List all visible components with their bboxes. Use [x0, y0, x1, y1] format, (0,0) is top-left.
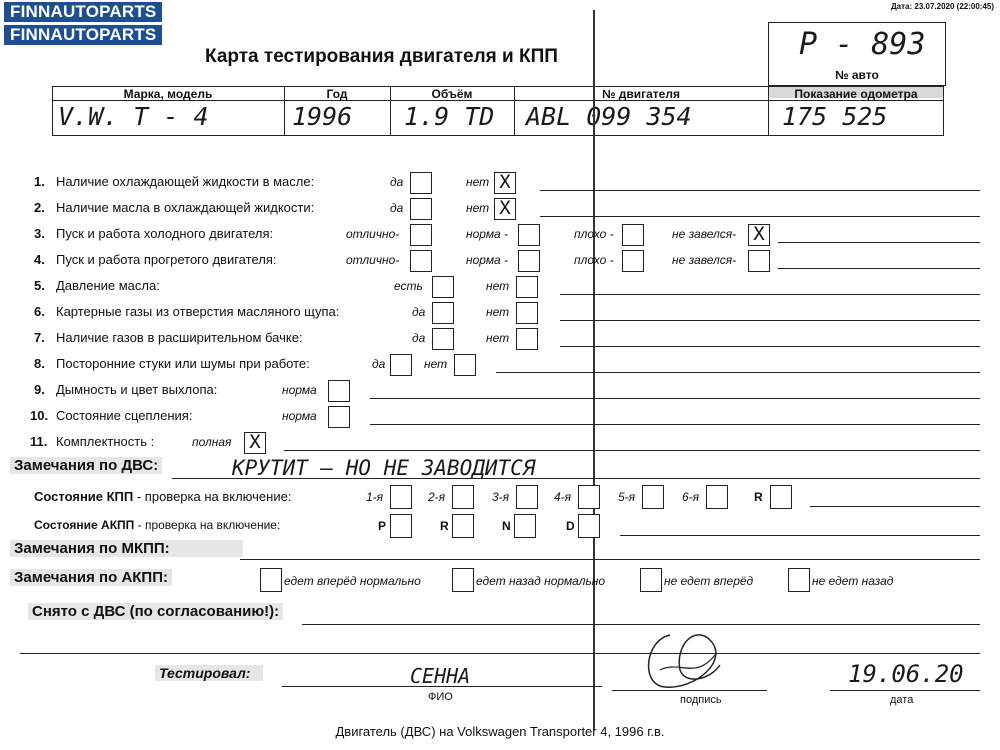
question-number: 6. [34, 304, 45, 319]
auto-remark-label: едет вперёд нормально [284, 574, 421, 588]
col-engine-header: № двигателя [602, 87, 680, 101]
gear-checkbox[interactable] [514, 514, 536, 538]
option-label: плохо - [574, 253, 614, 267]
logo-top: FINNAUTOPARTS [4, 2, 162, 22]
name-caption: ФИО [428, 691, 453, 703]
option-label: полная [192, 435, 232, 449]
checkbox[interactable] [410, 172, 432, 194]
remarks-manual-line [240, 559, 980, 560]
checkbox[interactable] [410, 224, 432, 246]
removed-label: Снято с ДВС (по согласованию!): [28, 603, 283, 620]
photo-caption: Двигатель (ДВС) на Volkswagen Transporter 4, 1996 г.в. [335, 724, 665, 739]
gear-checkbox[interactable] [452, 485, 474, 509]
remarks-auto-label: Замечания по АКПП: [10, 569, 172, 586]
gear-label: 1-я [366, 490, 384, 504]
check-mark: X [753, 223, 765, 245]
question-number: 3. [34, 226, 45, 241]
option-label: не завелся- [672, 253, 737, 267]
gear-checkbox[interactable] [452, 514, 474, 538]
auto-remark-checkbox[interactable] [640, 568, 662, 592]
answer-line [370, 424, 980, 425]
checkbox[interactable] [328, 406, 350, 428]
checkbox[interactable] [494, 198, 516, 220]
page-title: Карта тестирования двигателя и КПП [205, 46, 558, 67]
checkbox[interactable] [516, 302, 538, 324]
sign-caption: подпись [680, 694, 722, 706]
model-value: V.W. Т - 4 [58, 102, 209, 131]
question-number: 9. [34, 382, 45, 397]
option-label: нет [486, 305, 510, 319]
option-label: да [390, 175, 404, 189]
gearbox-manual-label: Состояние КПП - проверка на включение: [34, 489, 292, 504]
signature-image [640, 625, 740, 695]
checkbox[interactable] [748, 250, 770, 272]
option-label: нет [486, 331, 510, 345]
question-text: Наличие масла в охлаждающей жидкости: [56, 200, 315, 215]
option-label: нет [424, 357, 448, 371]
col-odometer-header: Показание одометра [794, 87, 918, 101]
col-model-header: Марка, модель [123, 87, 213, 101]
option-label: не завелся- [672, 227, 737, 241]
gear-checkbox[interactable] [578, 514, 600, 538]
checkbox[interactable] [516, 276, 538, 298]
question-text: Давление масла: [56, 278, 160, 293]
checkbox[interactable] [244, 432, 266, 454]
check-mark: X [249, 431, 261, 453]
auto-remark-label: не едет назад [812, 574, 894, 588]
remarks-manual-label: Замечания по МКПП: [10, 540, 243, 557]
question-number: 2. [34, 200, 45, 215]
auto-remark-label: едет назад нормально [476, 574, 606, 588]
gear-label: 3-я [492, 490, 510, 504]
checkbox[interactable] [622, 224, 644, 246]
option-label: нет [466, 175, 490, 189]
option-label: норма - [466, 253, 509, 267]
option-label: да [412, 305, 426, 319]
answer-line [560, 320, 980, 321]
option-label: плохо - [574, 227, 614, 241]
question-number: 8. [34, 356, 45, 371]
question-text: Картерные газы из отверстия масляного щупа: [56, 304, 340, 319]
gearbox-auto-line [620, 535, 980, 536]
vehicle-table [52, 86, 944, 136]
question-number: 7. [34, 330, 45, 345]
question-text: Дымность и цвет выхлопа: [56, 382, 218, 397]
question-number: 10. [30, 408, 49, 423]
answer-line [496, 372, 980, 373]
date-stamp: Дата: 23.07.2020 (22:00:45) [890, 2, 994, 11]
checkbox[interactable] [748, 224, 770, 246]
auto-number-label: № авто [835, 68, 879, 82]
answer-line [370, 398, 980, 399]
gear-label: D [566, 519, 575, 533]
tested-by-label: Тестировал: [155, 665, 263, 681]
checkbox[interactable] [622, 250, 644, 272]
question-text: Комплектность : [56, 434, 155, 449]
logo-bottom: FINNAUTOPARTS [4, 25, 162, 45]
engine-no-value: ABL 099 354 [526, 102, 692, 131]
question-number: 1. [34, 174, 45, 189]
year-value: 1996 [292, 102, 353, 131]
option-label: норма - [466, 227, 509, 241]
gear-label: N [502, 519, 511, 533]
gear-checkbox[interactable] [390, 514, 412, 538]
remarks-engine-label: Замечания по ДВС: [10, 457, 162, 474]
gear-checkbox[interactable] [578, 485, 600, 509]
checkbox[interactable] [390, 354, 412, 376]
check-mark: X [499, 171, 511, 193]
answer-line [560, 346, 980, 347]
remarks-engine-value: КРУТИТ — НО НЕ ЗАВОДИТСЯ [232, 456, 536, 480]
answer-line [540, 216, 980, 217]
gear-label: P [378, 519, 387, 533]
question-text: Состояние сцепления: [56, 408, 193, 423]
checkbox[interactable] [328, 380, 350, 402]
checkbox[interactable] [494, 172, 516, 194]
odometer-value: 175 525 [782, 102, 888, 131]
gear-label: 2-я [428, 490, 446, 504]
answer-line [540, 190, 980, 191]
question-text: Наличие газов в расширительном бачке: [56, 330, 303, 345]
question-text: Наличие охлаждающей жидкости в масле: [56, 174, 315, 189]
checkbox[interactable] [518, 250, 540, 272]
question-text: Пуск и работа прогретого двигателя: [56, 252, 277, 267]
gear-checkbox[interactable] [642, 485, 664, 509]
auto-number-box [768, 22, 946, 86]
checkbox[interactable] [516, 328, 538, 350]
answer-line [560, 294, 980, 295]
gear-label: 6-я [682, 490, 700, 504]
gear-label: R [440, 519, 449, 533]
auto-remark-checkbox[interactable] [452, 568, 474, 592]
answer-line [778, 242, 980, 243]
gear-checkbox[interactable] [706, 485, 728, 509]
checkbox[interactable] [454, 354, 476, 376]
option-label: норма [282, 409, 317, 423]
option-label: есть [394, 279, 423, 293]
option-label: нет [486, 279, 510, 293]
question-text: Пуск и работа холодного двигателя: [56, 226, 274, 241]
check-mark: X [499, 197, 511, 219]
checkbox[interactable] [432, 328, 454, 350]
checkbox[interactable] [432, 276, 454, 298]
checkbox[interactable] [410, 198, 432, 220]
question-number: 4. [34, 252, 45, 267]
gearbox-manual-line [810, 506, 980, 507]
date-value: 19.06.20 [848, 660, 964, 688]
option-label: отлично- [346, 227, 400, 241]
tester-name: СЕННА [410, 664, 471, 688]
option-label: да [390, 201, 404, 215]
separator-line [20, 653, 980, 654]
fold-line [593, 10, 595, 730]
gear-label: 5-я [618, 490, 636, 504]
checkbox[interactable] [518, 224, 540, 246]
question-text: Посторонние стуки или шумы при работе: [56, 356, 310, 371]
question-number: 5. [34, 278, 45, 293]
gear-label: 4-я [554, 490, 572, 504]
option-label: да [372, 357, 386, 371]
option-label: да [412, 331, 426, 345]
auto-number-value: Р - 893 [799, 27, 926, 62]
option-label: норма [282, 383, 317, 397]
col-volume-header: Объём [431, 87, 473, 101]
col-year-header: Год [326, 87, 348, 101]
date-line [830, 690, 980, 691]
auto-remark-checkbox[interactable] [260, 568, 282, 592]
gearbox-auto-label: Состояние АКПП - проверка на включение: [34, 518, 281, 532]
option-label: отлично- [346, 253, 400, 267]
option-label: нет [466, 201, 490, 215]
answer-line [778, 268, 980, 269]
question-number: 11. [30, 434, 48, 449]
answer-line [284, 450, 980, 451]
checkbox[interactable] [432, 302, 454, 324]
gear-label: R [754, 490, 763, 504]
volume-value: 1.9 TD [404, 102, 495, 131]
date-caption: дата [890, 694, 914, 706]
gear-checkbox[interactable] [516, 485, 538, 509]
auto-remark-label: не едет вперёд [664, 574, 754, 588]
gear-checkbox[interactable] [390, 485, 412, 509]
auto-remark-checkbox[interactable] [788, 568, 810, 592]
checkbox[interactable] [410, 250, 432, 272]
gear-checkbox[interactable] [770, 485, 792, 509]
